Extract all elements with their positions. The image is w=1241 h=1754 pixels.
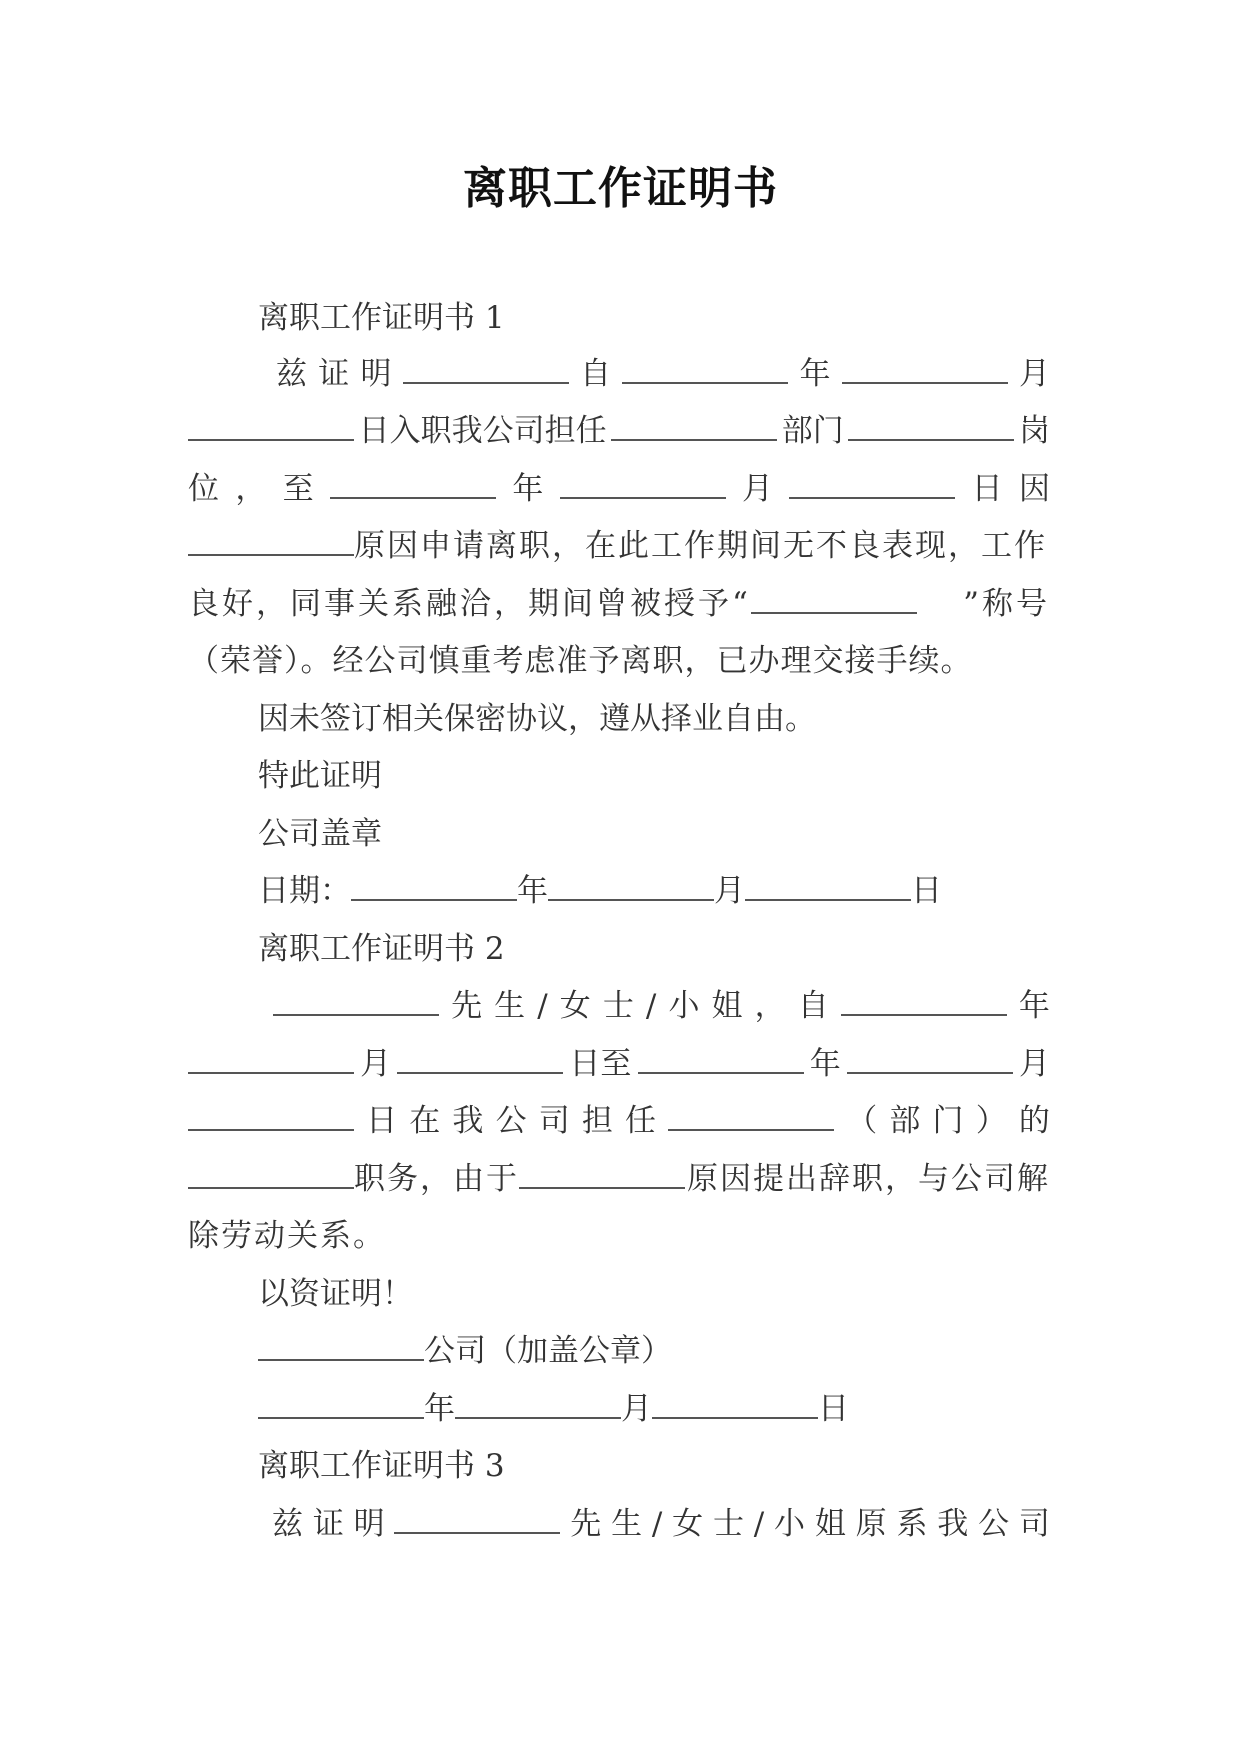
- text: 部: [889, 1103, 921, 1139]
- text: 女: [559, 988, 591, 1024]
- text: 我: [937, 1506, 969, 1542]
- cert1-line4: [188, 526, 1050, 566]
- blank-line: [652, 1391, 818, 1419]
- cert3-line1: [272, 1504, 1050, 1544]
- text: 因: [1018, 471, 1050, 507]
- text: 担: [581, 1103, 613, 1139]
- blank-line: [403, 356, 569, 384]
- text: 年: [517, 873, 548, 909]
- text: 位: [188, 471, 219, 507]
- blank-line: [519, 1161, 685, 1189]
- text: ”称号: [963, 586, 1050, 622]
- blank-line: [841, 988, 1007, 1016]
- text: 月: [621, 1391, 652, 1427]
- date-label: 日期：: [258, 873, 351, 909]
- cert2-company-line: [258, 1331, 672, 1371]
- blank-line: [330, 471, 496, 499]
- cert1-line1: [276, 354, 1050, 394]
- blank-line: [188, 528, 354, 556]
- text: 部门: [781, 413, 844, 449]
- text: 明: [360, 356, 392, 392]
- text: /: [651, 1506, 663, 1542]
- text: 原因提出辞职，与公司解: [687, 1161, 1050, 1197]
- blank-line: [751, 586, 917, 614]
- text: 士: [712, 1506, 744, 1542]
- cert1-line2: [188, 411, 1050, 451]
- text: ，: [754, 988, 786, 1024]
- text: 我: [452, 1103, 484, 1139]
- blank-line: [188, 413, 354, 441]
- cert1-line8: 特此证明: [258, 758, 382, 794]
- text: 岗: [1018, 413, 1050, 449]
- cert2-heading: 离职工作证明书 2: [258, 931, 505, 967]
- cert1-line7: 因未签订相关保密协议，遵从择业自由。: [258, 701, 816, 737]
- blank-line: [273, 988, 439, 1016]
- text: 日: [911, 873, 942, 909]
- cert2-line6: 以资证明！: [258, 1276, 413, 1312]
- text: ，: [235, 471, 267, 507]
- text: 年: [1018, 988, 1050, 1024]
- text: 司: [538, 1103, 570, 1139]
- text: 年: [512, 471, 544, 507]
- text: /: [537, 988, 548, 1024]
- text: 先: [570, 1506, 602, 1542]
- text: 月: [360, 1046, 392, 1082]
- cert1-line3: [188, 469, 1050, 509]
- cert2-line2: [188, 1044, 1050, 1084]
- text: /: [645, 988, 657, 1024]
- blank-line: [188, 1103, 354, 1131]
- blank-line: [258, 1391, 424, 1419]
- text: /: [753, 1506, 765, 1542]
- blank-line: [397, 1046, 563, 1074]
- text: 系: [896, 1506, 928, 1542]
- text: 月: [1019, 356, 1050, 392]
- text: 小: [668, 988, 700, 1024]
- text: 在: [409, 1103, 441, 1139]
- text: 女: [672, 1506, 704, 1542]
- blank-line: [847, 1046, 1013, 1074]
- text: 任: [624, 1103, 656, 1139]
- text: 兹: [272, 1506, 303, 1542]
- blank-line: [848, 413, 1014, 441]
- blank-line: [789, 471, 955, 499]
- text: 证: [312, 1506, 344, 1542]
- blank-line: [351, 873, 517, 901]
- text: 月: [741, 471, 773, 507]
- text: 原: [855, 1506, 887, 1542]
- text: 良好，同事关系融洽，期间曾被授予“: [188, 586, 751, 622]
- text: 门: [932, 1103, 964, 1139]
- cert2-line3: [188, 1101, 1050, 1141]
- blank-line: [548, 873, 714, 901]
- cert1-date-line: [258, 871, 942, 911]
- blank-line: [258, 1333, 424, 1361]
- cert3-heading: 离职工作证明书 3: [258, 1448, 505, 1484]
- blank-line: [842, 356, 1008, 384]
- blank-line: [455, 1391, 621, 1419]
- blank-line: [622, 356, 788, 384]
- text: 先: [451, 988, 483, 1024]
- blank-line: [394, 1506, 560, 1534]
- text: 年: [424, 1391, 455, 1427]
- text: 兹: [276, 356, 307, 392]
- blank-line: [560, 471, 726, 499]
- document-title: 离职工作证明书: [463, 163, 778, 214]
- text: 日入职我公司担任: [358, 413, 607, 449]
- text: 姐: [711, 988, 743, 1024]
- text: 公司（加盖公章）: [424, 1333, 672, 1369]
- blank-line: [611, 413, 777, 441]
- text: 生: [611, 1506, 643, 1542]
- cert2-line1: [273, 986, 1050, 1026]
- cert1-heading: 离职工作证明书 1: [258, 300, 505, 336]
- blank-line: [188, 1046, 354, 1074]
- text: 的: [1018, 1103, 1050, 1139]
- text: 原因申请离职，在此工作期间无不良表现，工作: [354, 528, 1047, 564]
- text: 日至: [569, 1046, 632, 1082]
- text: 明: [353, 1506, 385, 1542]
- blank-line: [188, 1161, 354, 1189]
- text: 小: [774, 1506, 806, 1542]
- text: 自: [797, 988, 829, 1024]
- text: 年: [799, 356, 831, 392]
- text: 姐: [814, 1506, 846, 1542]
- blank-line: [668, 1103, 834, 1131]
- text: 自: [580, 356, 611, 392]
- text: 司: [1018, 1506, 1050, 1542]
- text: 士: [602, 988, 634, 1024]
- text: 公: [978, 1506, 1010, 1542]
- text: （: [846, 1103, 878, 1139]
- text: 日: [366, 1103, 398, 1139]
- text: 职务，由于: [354, 1161, 519, 1197]
- cert2-line4: [188, 1159, 1050, 1199]
- text: 证: [318, 356, 350, 392]
- cert1-line9: 公司盖章: [258, 816, 382, 852]
- text: 日: [818, 1391, 849, 1427]
- text: 生: [494, 988, 526, 1024]
- blank-line: [638, 1046, 804, 1074]
- text: 年: [809, 1046, 841, 1082]
- text: 至: [282, 471, 314, 507]
- text: 日: [971, 471, 1003, 507]
- cert2-date-line: [258, 1389, 849, 1429]
- cert1-line6: （荣誉）。经公司慎重考虑准予离职，已办理交接手续。: [188, 643, 973, 679]
- cert1-line5: [188, 584, 1050, 624]
- text: 公: [495, 1103, 527, 1139]
- text: 月: [1018, 1046, 1050, 1082]
- blank-line: [745, 873, 911, 901]
- text: 月: [714, 873, 745, 909]
- cert2-line5: 除劳动关系。: [188, 1218, 386, 1254]
- text: ）: [975, 1103, 1007, 1139]
